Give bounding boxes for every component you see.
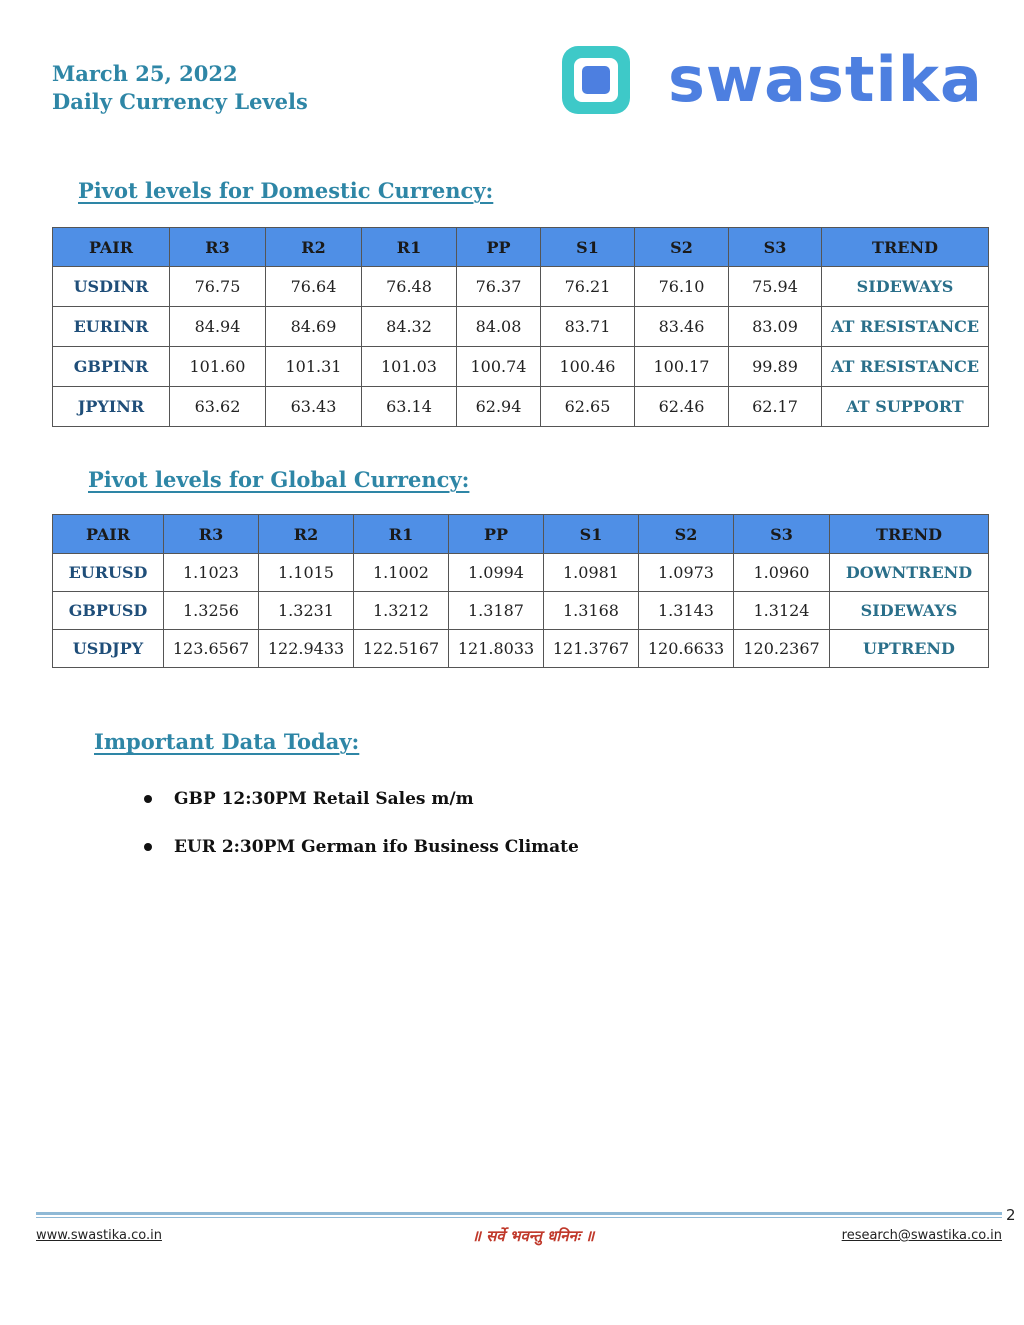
pair-cell: USDINR bbox=[53, 267, 170, 307]
trend-cell: UPTREND bbox=[830, 630, 989, 668]
column-header: PAIR bbox=[53, 228, 170, 267]
trend-cell: SIDEWAYS bbox=[822, 267, 989, 307]
r3-cell: 76.75 bbox=[170, 267, 266, 307]
important-data-list bbox=[140, 784, 579, 880]
s3-cell: 83.09 bbox=[729, 307, 822, 347]
pair-cell: EURUSD bbox=[53, 554, 164, 592]
column-header: PAIR bbox=[53, 515, 164, 554]
column-header: R3 bbox=[170, 228, 266, 267]
pp-cell: 100.74 bbox=[457, 347, 541, 387]
r1-cell: 1.3212 bbox=[354, 592, 449, 630]
trend-cell: AT SUPPORT bbox=[822, 387, 989, 427]
s3-cell: 75.94 bbox=[729, 267, 822, 307]
s2-cell: 76.10 bbox=[635, 267, 729, 307]
s3-cell: 99.89 bbox=[729, 347, 822, 387]
column-header: S2 bbox=[639, 515, 734, 554]
trend-cell: AT RESISTANCE bbox=[822, 307, 989, 347]
column-header: R3 bbox=[164, 515, 259, 554]
important-data-heading: Important Data Today: bbox=[94, 729, 360, 754]
email-link[interactable]: research@swastika.co.in bbox=[841, 1228, 1002, 1243]
r3-cell: 63.62 bbox=[170, 387, 266, 427]
r2-cell: 76.64 bbox=[266, 267, 362, 307]
r1-cell: 63.14 bbox=[362, 387, 457, 427]
trend-cell: SIDEWAYS bbox=[830, 592, 989, 630]
table-row bbox=[53, 630, 989, 668]
document-header bbox=[52, 60, 308, 116]
pair-cell: GBPINR bbox=[53, 347, 170, 387]
r2-cell: 101.31 bbox=[266, 347, 362, 387]
r3-cell: 1.3256 bbox=[164, 592, 259, 630]
pp-cell: 62.94 bbox=[457, 387, 541, 427]
r1-cell: 84.32 bbox=[362, 307, 457, 347]
r1-cell: 122.5167 bbox=[354, 630, 449, 668]
s1-cell: 100.46 bbox=[541, 347, 635, 387]
r2-cell: 1.3231 bbox=[259, 592, 354, 630]
table-header-row bbox=[53, 515, 989, 554]
s2-cell: 100.17 bbox=[635, 347, 729, 387]
list-item-text: GBP 12:30PM Retail Sales m/m bbox=[174, 789, 474, 809]
column-header: S3 bbox=[734, 515, 830, 554]
table-row bbox=[53, 347, 989, 387]
pp-cell: 1.0994 bbox=[449, 554, 544, 592]
pair-cell: USDJPY bbox=[53, 630, 164, 668]
domestic-pivot-heading: Pivot levels for Domestic Currency: bbox=[78, 178, 494, 203]
pp-cell: 1.3187 bbox=[449, 592, 544, 630]
logo-mark-icon bbox=[560, 44, 632, 116]
r1-cell: 101.03 bbox=[362, 347, 457, 387]
bullet-icon bbox=[144, 795, 152, 803]
r2-cell: 63.43 bbox=[266, 387, 362, 427]
s1-cell: 121.3767 bbox=[544, 630, 639, 668]
table-row bbox=[53, 307, 989, 347]
website-link[interactable]: www.swastika.co.in bbox=[36, 1228, 162, 1243]
footer-divider-thin bbox=[36, 1217, 1002, 1218]
trend-cell: DOWNTREND bbox=[830, 554, 989, 592]
column-header: S3 bbox=[729, 228, 822, 267]
column-header: TREND bbox=[822, 228, 989, 267]
table-row bbox=[53, 387, 989, 427]
footer-slogan: ॥ सर्वे भवन्तु धनिनः ॥ bbox=[472, 1227, 595, 1245]
s1-cell: 76.21 bbox=[541, 267, 635, 307]
column-header: TREND bbox=[830, 515, 989, 554]
pair-cell: EURINR bbox=[53, 307, 170, 347]
s2-cell: 83.46 bbox=[635, 307, 729, 347]
r3-cell: 1.1023 bbox=[164, 554, 259, 592]
s3-cell: 1.0960 bbox=[734, 554, 830, 592]
swastika-logo bbox=[560, 40, 1010, 120]
column-header: S2 bbox=[635, 228, 729, 267]
column-header: PP bbox=[449, 515, 544, 554]
r1-cell: 1.1002 bbox=[354, 554, 449, 592]
s3-cell: 62.17 bbox=[729, 387, 822, 427]
logo-wordmark: swastika bbox=[668, 43, 983, 116]
r2-cell: 1.1015 bbox=[259, 554, 354, 592]
table-row bbox=[53, 554, 989, 592]
global-pivot-table bbox=[52, 514, 989, 668]
table-row bbox=[53, 592, 989, 630]
list-item bbox=[140, 832, 579, 880]
column-header: R1 bbox=[354, 515, 449, 554]
r3-cell: 84.94 bbox=[170, 307, 266, 347]
r3-cell: 101.60 bbox=[170, 347, 266, 387]
pp-cell: 84.08 bbox=[457, 307, 541, 347]
report-subtitle: Daily Currency Levels bbox=[52, 89, 308, 114]
s2-cell: 1.3143 bbox=[639, 592, 734, 630]
s3-cell: 1.3124 bbox=[734, 592, 830, 630]
r1-cell: 76.48 bbox=[362, 267, 457, 307]
list-item bbox=[140, 784, 579, 832]
global-pivot-heading: Pivot levels for Global Currency: bbox=[88, 467, 470, 492]
s3-cell: 120.2367 bbox=[734, 630, 830, 668]
page-number: 2 bbox=[1006, 1206, 1016, 1224]
pp-cell: 121.8033 bbox=[449, 630, 544, 668]
report-date: March 25, 2022 bbox=[52, 61, 238, 86]
footer-divider bbox=[36, 1212, 1002, 1215]
table-row bbox=[53, 267, 989, 307]
list-item-text: EUR 2:30PM German ifo Business Climate bbox=[174, 837, 579, 857]
pair-cell: GBPUSD bbox=[53, 592, 164, 630]
r2-cell: 84.69 bbox=[266, 307, 362, 347]
r2-cell: 122.9433 bbox=[259, 630, 354, 668]
column-header: R2 bbox=[266, 228, 362, 267]
r3-cell: 123.6567 bbox=[164, 630, 259, 668]
pp-cell: 76.37 bbox=[457, 267, 541, 307]
s2-cell: 1.0973 bbox=[639, 554, 734, 592]
s2-cell: 120.6633 bbox=[639, 630, 734, 668]
column-header: PP bbox=[457, 228, 541, 267]
s1-cell: 62.65 bbox=[541, 387, 635, 427]
column-header: S1 bbox=[544, 515, 639, 554]
column-header: R1 bbox=[362, 228, 457, 267]
s1-cell: 83.71 bbox=[541, 307, 635, 347]
s1-cell: 1.0981 bbox=[544, 554, 639, 592]
domestic-pivot-table bbox=[52, 227, 989, 427]
s2-cell: 62.46 bbox=[635, 387, 729, 427]
pair-cell: JPYINR bbox=[53, 387, 170, 427]
column-header: R2 bbox=[259, 515, 354, 554]
s1-cell: 1.3168 bbox=[544, 592, 639, 630]
column-header: S1 bbox=[541, 228, 635, 267]
table-header-row bbox=[53, 228, 989, 267]
bullet-icon bbox=[144, 843, 152, 851]
trend-cell: AT RESISTANCE bbox=[822, 347, 989, 387]
